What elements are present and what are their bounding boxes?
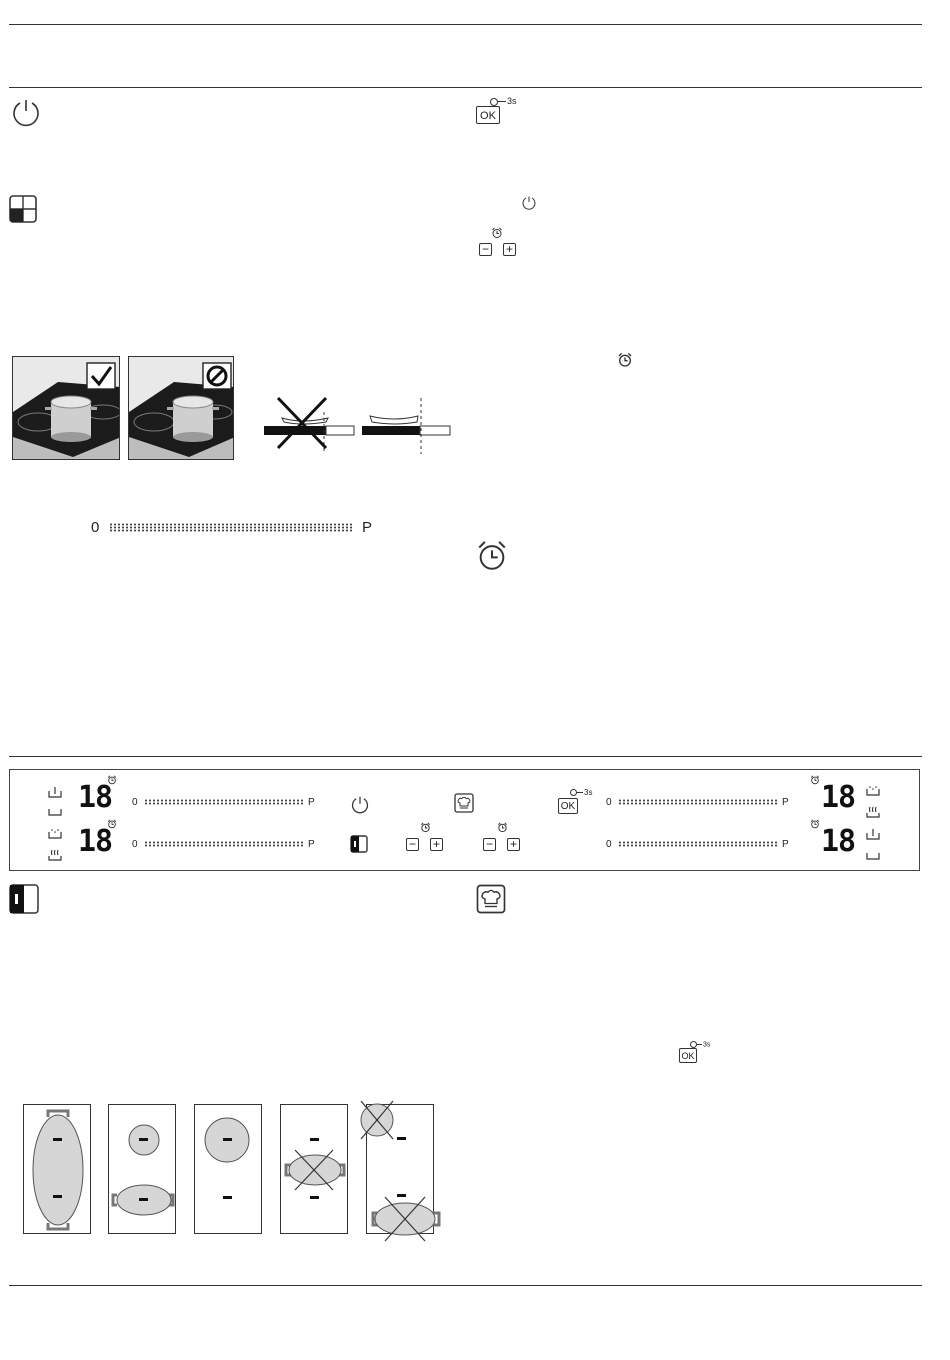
placement-oval-large [23,1104,91,1234]
lock-button[interactable] [350,835,368,853]
lock-icon [9,884,39,914]
timer-indicator-icon [810,775,820,785]
pan-correct-diagram [360,398,452,459]
placement-round-and-oval [108,1104,176,1234]
top-rule [9,24,922,25]
power-button[interactable] [350,795,370,815]
control-panel-diagram [9,769,920,871]
keep-warm-icon [866,806,880,818]
ok-hold-time-small: 3s [703,1041,711,1049]
slider-min-front-left[interactable]: 0 [132,839,138,850]
slider-min-label: 0 [91,519,100,536]
minute-minder-plus-button[interactable]: + [507,838,520,851]
pan-icon [866,852,880,860]
simmer-icon [48,827,62,839]
boil-icon [48,786,62,798]
slider-max-front-right[interactable]: P [782,839,789,850]
slider-max-rear-right[interactable]: P [782,797,789,808]
chef-icon [476,884,506,914]
ok-hold-time: 3s [507,96,517,106]
correct-pot-photo [12,356,120,460]
keep-warm-icon [48,849,62,861]
zone-display-rear-right: 18 [821,780,856,815]
slider-rear-left[interactable] [144,799,304,805]
slider-dots [109,523,354,532]
power-icon [10,97,42,129]
placement-oval-centre-wrong [280,1104,348,1234]
timer-minus-button[interactable]: − [406,838,419,851]
timer-icon [617,352,633,368]
wrong-pot-photo [128,356,234,460]
placement-round-rear [194,1104,262,1234]
timer-indicator-icon [497,822,508,833]
minute-minder-minus-button[interactable]: − [483,838,496,851]
slider-rear-right[interactable] [618,799,778,805]
zone-display-front-left: 18 [78,824,113,859]
ok-button-label: OK [558,798,578,814]
ok-label: OK [476,106,500,124]
simmer-icon [866,784,880,796]
minute-minder-icon [475,539,509,573]
timer-plus-button[interactable]: + [430,838,443,851]
slider-min-rear-left[interactable]: 0 [132,797,138,808]
slider-front-left[interactable] [144,841,304,847]
ok-button[interactable] [558,790,598,814]
timer-indicator-icon [107,775,117,785]
slider-max-rear-left[interactable]: P [308,797,315,808]
zone-display-front-right: 18 [821,824,856,859]
timer-indicator-icon [420,822,431,833]
timer-icon-small [491,227,503,239]
chef-button[interactable] [454,793,474,813]
slider-min-rear-right[interactable]: 0 [606,797,612,808]
minus-button-icon: − [479,243,492,256]
section-rule [9,87,922,88]
timer-indicator-icon [107,819,117,829]
ok-label-small: OK [679,1048,697,1063]
panel-section-rule [9,756,922,757]
slider-max-label: P [362,519,373,536]
ok-button-hold: 3s [584,788,593,797]
slider-min-front-right[interactable]: 0 [606,839,612,850]
slider-max-front-left[interactable]: P [308,839,315,850]
zone-display-rear-left: 18 [78,780,113,815]
pan-icon [48,808,62,816]
ok-hold-icon-small [679,1043,715,1065]
ok-hold-icon [476,98,524,126]
power-icon-small [521,195,537,211]
timer-indicator-icon [810,819,820,829]
placement-off-zone-wrong [366,1104,434,1234]
zone-selector-icon [9,195,37,223]
pan-wrong-diagram [262,392,362,459]
plus-button-icon: + [503,243,516,256]
slider-front-right[interactable] [618,841,778,847]
boil-icon [866,828,880,840]
bottom-rule [9,1285,922,1286]
